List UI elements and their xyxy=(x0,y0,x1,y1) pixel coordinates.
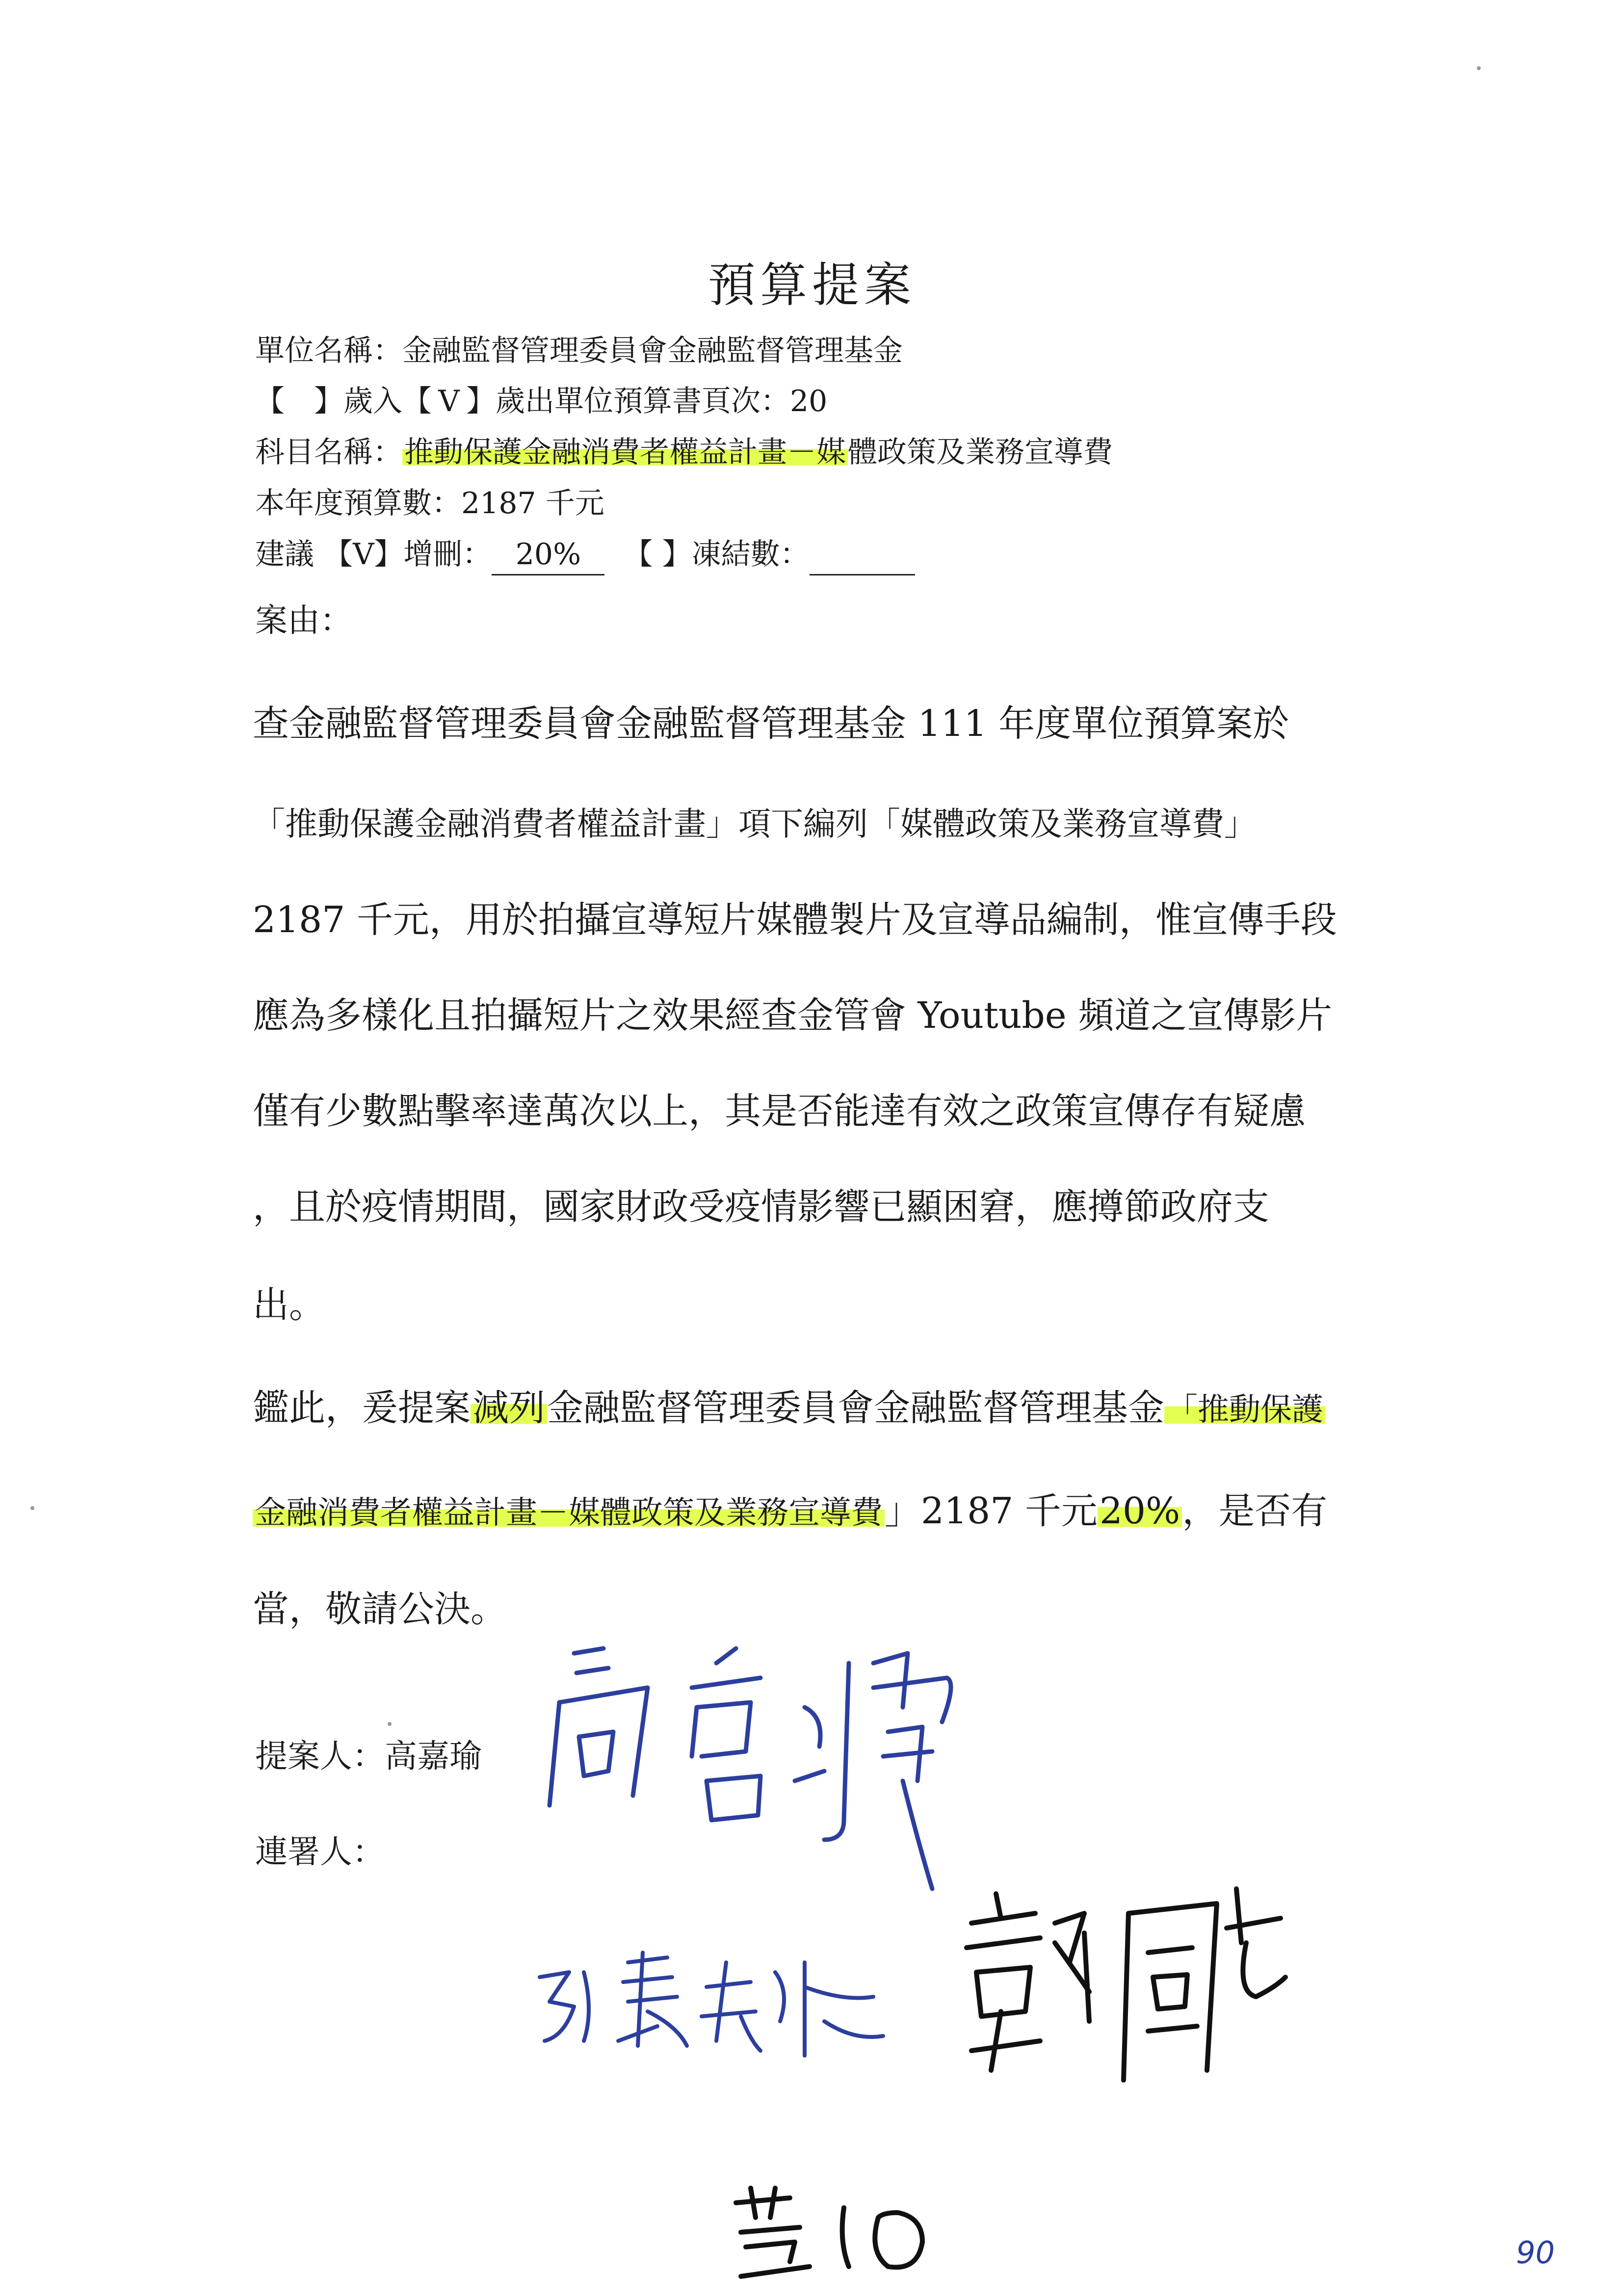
conclusion-highlight-plan: 「推動保護 xyxy=(1164,1392,1325,1428)
reason-line-1: 查金融監督管理委員會金融監督管理基金 111 年度單位預算案於 xyxy=(253,703,1289,745)
reason-line-2: 「推動保護金融消費者權益計畫」項下編列「媒體政策及業務宣導費」 xyxy=(253,805,1257,843)
scan-speck xyxy=(30,1506,34,1510)
revenue-bracket-open: 【 xyxy=(255,384,285,418)
cosigner-signature-1 xyxy=(530,1943,913,2070)
budget-type-line xyxy=(255,382,827,421)
budget-page-number: 20 xyxy=(790,384,828,418)
conclusion-highlight-cut: 減列 xyxy=(471,1387,547,1429)
freeze-label: 【 】凍結數： xyxy=(623,537,810,572)
conclusion-highlight-item: 金融消費者權益計畫－媒體政策及業務宣導費 xyxy=(253,1495,885,1531)
reason-line-3: 2187 千元，用於拍攝宣導短片媒體製片及宣導品編制，惟宣傳手段 xyxy=(253,899,1337,941)
expense-label: 】歲出單位預算書頁次： xyxy=(466,384,790,418)
cosigner-label: 連署人： xyxy=(255,1833,385,1871)
suggestion-prefix: 建議 【V】增刪： xyxy=(255,537,492,572)
budget-amount: 本年度預算數：2187 千元 xyxy=(255,486,604,521)
reason-line-7: 出。 xyxy=(253,1284,325,1326)
reason-line-5: 僅有少數點擊率達萬次以上，其是否能達有效之政策宣傳存有疑慮 xyxy=(253,1090,1306,1132)
subject-highlight: 推動保護金融消費者權益計畫－媒 xyxy=(402,435,848,470)
page-number: 90 xyxy=(1516,2235,1555,2270)
conclusion-highlight-percent: 20% xyxy=(1098,1490,1182,1532)
document-title: 預算提案 xyxy=(708,258,916,313)
scan-speck xyxy=(388,1722,392,1726)
conclusion-line-3: 當，敬請公決。 xyxy=(253,1588,507,1630)
suggestion-line xyxy=(255,535,915,575)
conclusion-line-1 xyxy=(253,1383,1325,1435)
reason-line-4: 應為多樣化且拍攝短片之效果經查金管會 Youtube 頻道之宣傳影片 xyxy=(253,994,1333,1037)
reason-line-6: ，且於疫情期間，國家財政受疫情影響已顯困窘，應撙節政府支 xyxy=(253,1186,1269,1228)
adjust-value: 20% xyxy=(492,535,604,575)
conclusion-text-b: 金融監督管理委員會金融監督管理基金 xyxy=(547,1387,1164,1429)
freeze-value xyxy=(810,545,915,575)
subject-rest: 體政策及業務宣導費 xyxy=(848,435,1113,470)
conclusion-amount: 」2187 千元 xyxy=(885,1490,1098,1532)
conclusion-text-a: 鑑此，爰提案 xyxy=(253,1387,471,1429)
scan-speck xyxy=(1477,66,1481,70)
subject-line xyxy=(255,433,1113,472)
conclusion-line-2 xyxy=(253,1487,1327,1538)
reason-label: 案由： xyxy=(255,601,352,639)
proposer-signature xyxy=(530,1634,986,1908)
conclusion-text-c: ，是否有 xyxy=(1182,1490,1328,1532)
proposer-label: 提案人：高嘉瑜 xyxy=(255,1737,482,1775)
unit-name: 單位名稱：金融監督管理委員會金融監督管理基金 xyxy=(255,334,903,368)
subject-prefix: 科目名稱： xyxy=(255,435,402,470)
handwritten-mark xyxy=(721,2178,937,2286)
expense-checkbox: V xyxy=(438,384,460,418)
cosigner-signature-2 xyxy=(942,1864,1295,2100)
revenue-bracket-close: 】歲入【 xyxy=(314,384,432,418)
